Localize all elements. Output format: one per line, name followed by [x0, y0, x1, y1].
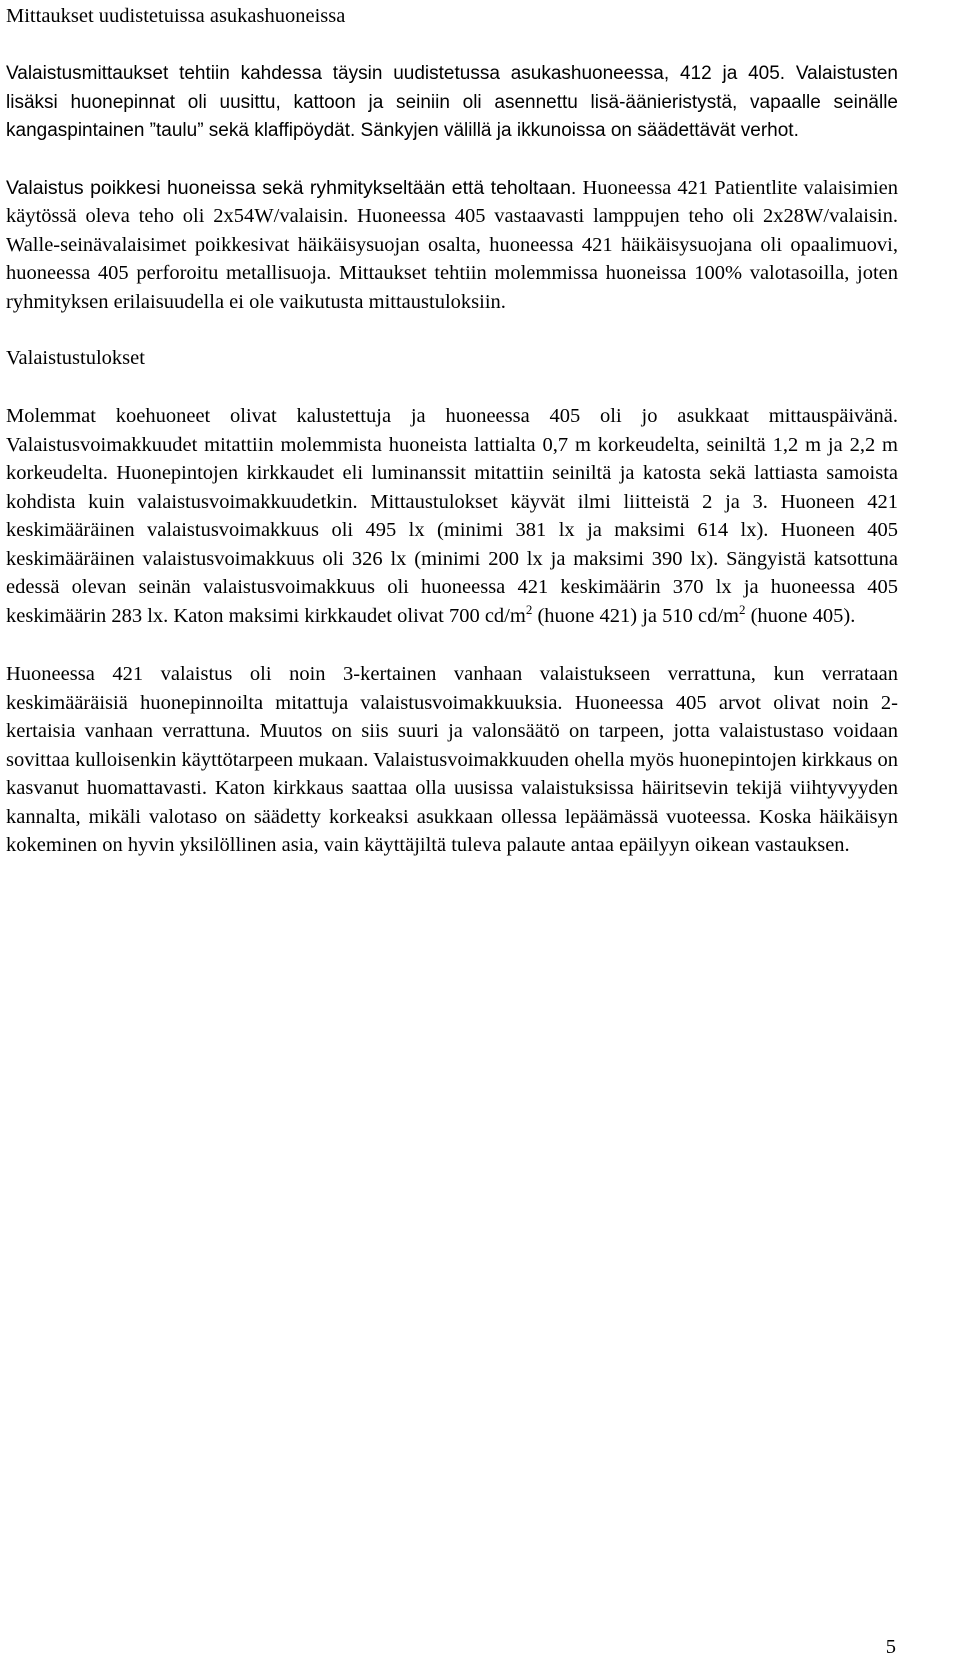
results-text-mid: (huone 421) ja 510 cd/m: [532, 604, 739, 627]
document-page: [6, 2, 898, 860]
results-text-main: Molemmat koehuoneet olivat kalustettuja ja huoneessa 405 oli jo asukkaat mittauspäivänä. Valaistusvoimakkuudet mitattiin molemmista huoneista lattialta 0,7 m korkeudelta, seiniltä 1,2 m ja 2,2 m korkeudelta. Huonepintojen kirkkaudet eli luminanssit mitattiin seiniltä ja katosta sekä lattiasta samoista kohdista kuin valaistusvoimakkuudetkin. Mittaustulokset käyvät ilmi liitteistä 2 ja 3. Huoneen 421 keskimääräinen valaistusvoimakkuus oli 495 lx (minimi 381 lx ja maksimi 614 lx). Huoneen 405 keskimääräinen valaistusvoimakkuus oli 326 lx (minimi 200 lx ja maksimi 390 lx). Sängyistä katsottuna edessä olevan seinän valaistusvoimakkuus oli huoneessa 421 keskimäärin 370 lx ja huoneessa 405 keskimäärin 283 lx. Katon maksimi kirkkaudet olivat 700 cd/m: [6, 405, 898, 627]
intro-paragraph: Valaistusmittaukset tehtiin kahdessa täysin uudistetussa asukashuoneessa, 412 ja 405. Valaistusten lisäksi huonepinnat oli uusittu, kattoon ja seiniin oli asennettu lisä-äänieristystä, vapaalle seinälle kangaspintainen ”taulu” sekä klaffipöydät. Sänkyjen välillä ja ikkunoissa on säädettävät verhot.: [6, 63, 898, 141]
superscript-exponent: 2: [738, 601, 746, 617]
section-title: Mittaukset uudistetuissa asukashuoneissa: [6, 5, 346, 27]
superscript-exponent: 2: [525, 601, 533, 617]
comparison-paragraph: Huoneessa 421 valaistus oli noin 3-kertainen vanhaan valaistukseen verrattuna, kun verrataan keskimääräisiä huonepinnoilta mitattuja valaistusvoimakkuuksia. Huoneessa 405 arvot olivat noin 2-kertaisia vanhaan verrattuna. Muutos on siis suuri ja valonsäätö on tarpeen, jotta valaistustaso voidaan sovittaa kulloisenkin käyttötarpeen mukaan. Valaistusvoimakkuuden ohella myös huonepintojen kirkkaus on kasvanut huomattavasti. Katon kirkkaus saattaa olla uusissa valaistuksissa häiritsevin tekijä viihtyvyyden kannalta, mikäli valotaso on säädetty korkeaksi asukkaan ollessa lepäämässä vuoteessa. Koska häikäisyn kokeminen on hyvin yksilöllinen asia, vain käyttäjiltä tuleva palaute antaa epäilyyn oikean vastauksen.: [6, 663, 898, 856]
results-paragraph: [6, 402, 898, 630]
results-text-end: (huone 405).: [745, 604, 856, 627]
results-heading: Valaistustulokset: [6, 347, 145, 369]
lighting-difference-paragraph: [6, 174, 898, 317]
page-number: 5: [885, 1636, 896, 1658]
lighting-difference-lead: Valaistus poikkesi huoneissa sekä ryhmitykseltään että teholtaan.: [6, 176, 577, 199]
lighting-difference-body: Huoneessa 421 Patientlite valaisimien käytössä oleva teho oli 2x54W/valaisin. Huoneessa 405 vastaavasti lamppujen teho oli 2x28W/valaisin. Walle-seinävalaisimet poikkesivat häikäisysuojan osalta, huoneessa 421 häikäisysuojana oli opaalimuovi, huoneessa 405 perforoitu metallisuoja. Mittaukset tehtiin molemmissa huoneissa 100% valotasoilla, joten ryhmityksen erilaisuudella ei ole vaikutusta mittaustuloksiin.: [6, 176, 898, 313]
